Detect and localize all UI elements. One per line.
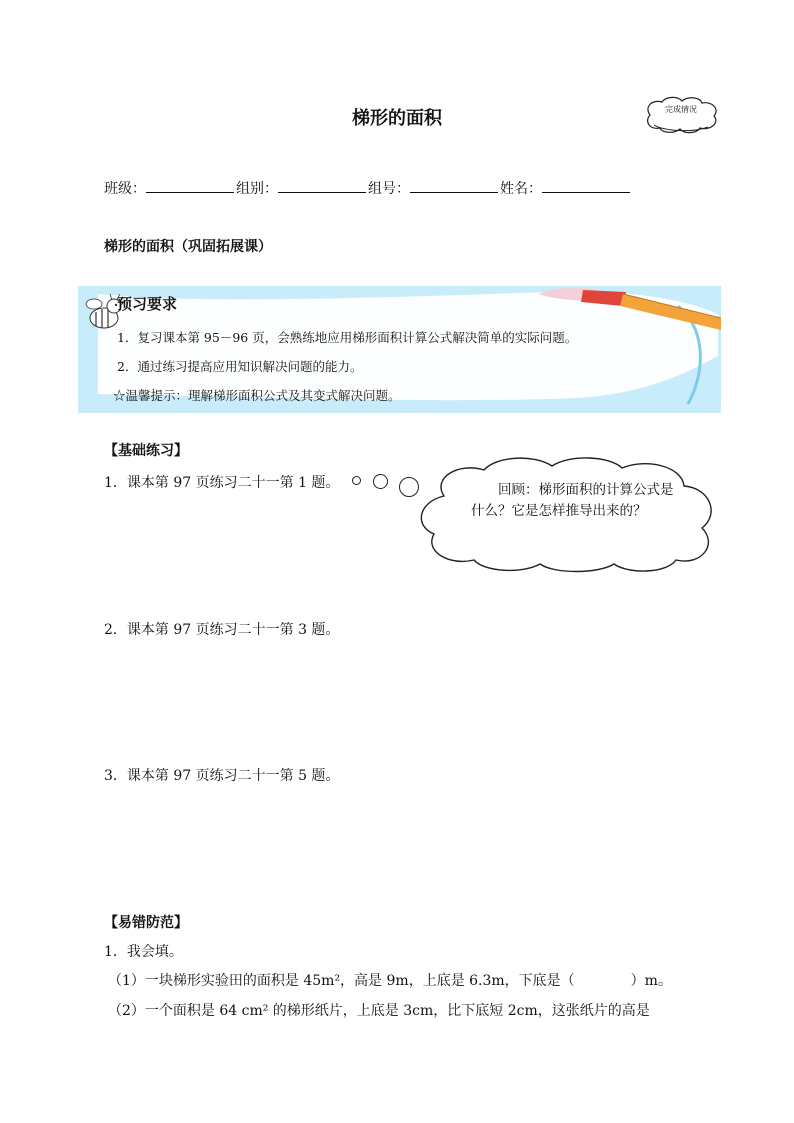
lesson-subtitle: 梯形的面积（巩固拓展课）: [104, 239, 272, 255]
preview-item-2: 2．通过练习提高应用知识解决问题的能力。: [117, 359, 363, 374]
basic-question-2: 2．课本第 97 页练习二十一第 3 题。: [104, 622, 340, 638]
class-blank[interactable]: [146, 180, 234, 193]
group-label: 组别：: [236, 181, 278, 197]
preview-heading: 预习要求: [117, 295, 178, 313]
name-label: 姓名：: [500, 181, 542, 197]
name-blank[interactable]: [542, 180, 630, 193]
completion-badge-label: 完成情况: [665, 105, 697, 114]
mistake-question-1: 1．我会填。: [104, 944, 183, 960]
group-no-label: 组号：: [368, 181, 410, 197]
student-info-row: [104, 178, 632, 198]
mistake-question-1-1: （1）一块梯形实验田的面积是 45m²，高是 9m，上底是 6.3m，下底是（ ）m。: [108, 973, 672, 989]
preview-item-1: 1．复习课本第 95－96 页，会熟练地应用梯形面积计算公式解决简单的实际问题。: [117, 330, 578, 345]
mistake-question-1-2: （2）一个面积是 64 cm² 的梯形纸片，上底是 3cm，比下底短 2cm，这张纸片的高是: [108, 1003, 650, 1019]
preview-tip: ☆温馨提示：理解梯形面积公式及其变式解决问题。: [113, 388, 401, 403]
review-cloud-text: 回顾：梯形面积的计算公式是什么？它是怎样推导出来的？: [471, 482, 674, 519]
class-label: 班级：: [104, 181, 146, 197]
thought-bubble-medium: [373, 474, 388, 489]
page-title: 梯形的面积: [352, 108, 442, 129]
basic-question-3: 3．课本第 97 页练习二十一第 5 题。: [104, 768, 340, 784]
group-blank[interactable]: [278, 180, 366, 193]
group-no-blank[interactable]: [410, 180, 498, 193]
basic-practice-heading: 【基础练习】: [104, 443, 188, 459]
completion-badge: [642, 95, 720, 135]
mistake-prevention-heading: 【易错防范】: [104, 915, 188, 931]
thought-bubble-small: [352, 476, 361, 485]
basic-question-1: 1．课本第 97 页练习二十一第 1 题。: [104, 475, 340, 491]
